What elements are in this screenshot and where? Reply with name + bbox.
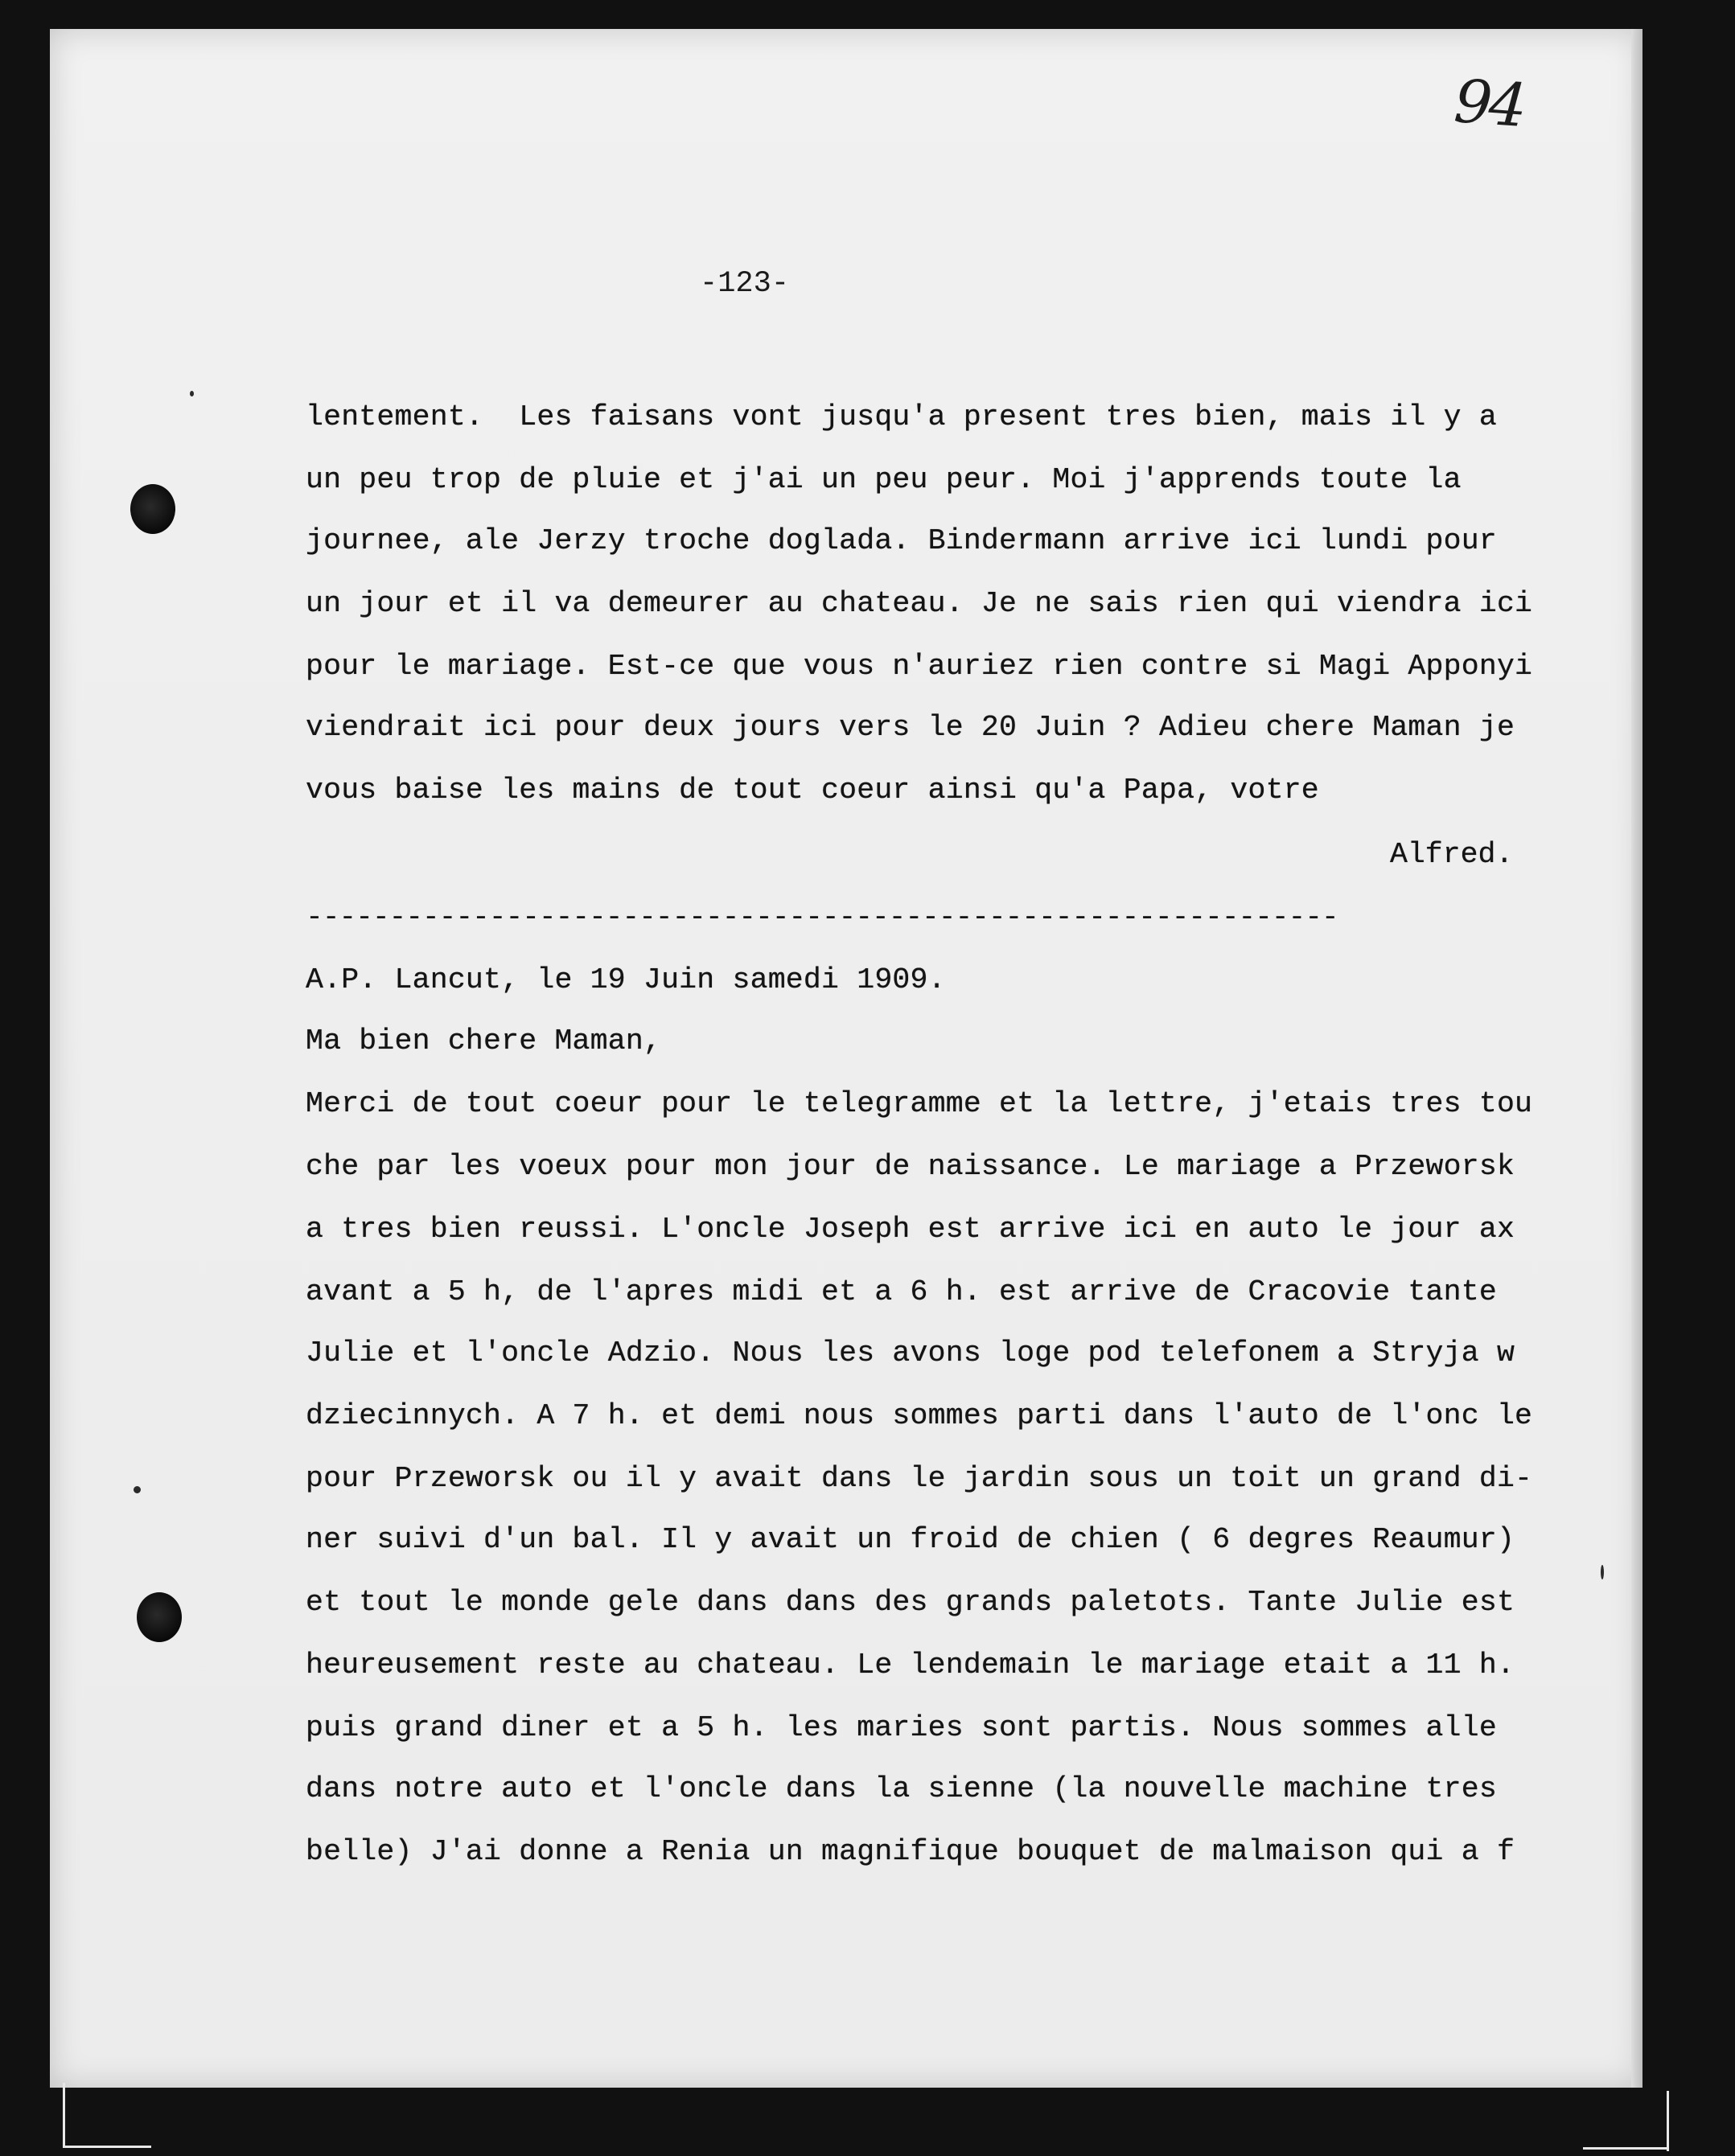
text-line: avant a 5 h, de l'apres midi et a 6 h. est arrive de Cracovie tante — [306, 1275, 1497, 1308]
crop-mark — [1667, 2091, 1669, 2151]
text-line: pour Przeworsk ou il y avait dans le jardin sous un toit un grand di- — [306, 1462, 1533, 1495]
text-line: belle) J'ai donne a Renia un magnifique bouquet de malmaison qui a f — [306, 1835, 1515, 1868]
text-line: journee, ale Jerzy troche doglada. Bindermann arrive ici lundi pour — [306, 524, 1497, 557]
folio-number: 94 — [1452, 67, 1527, 141]
punch-hole-top — [130, 484, 175, 534]
text-line: viendrait ici pour deux jours vers le 20 Juin ? Adieu chere Maman je — [306, 711, 1515, 744]
salutation: Ma bien chere Maman, — [306, 1025, 662, 1057]
speck — [190, 391, 194, 396]
text-line: Merci de tout coeur pour le telegramme et la lettre, j'etais tres tou — [306, 1087, 1533, 1120]
text-line: un peu trop de pluie et j'ai un peu peur. Moi j'apprends toute la — [306, 463, 1462, 496]
speck — [134, 1486, 141, 1493]
text-line: a tres bien reussi. L'oncle Joseph est arrive ici en auto le jour ax — [306, 1213, 1515, 1246]
text-line: Julie et l'oncle Adzio. Nous les avons loge pod telefonem a Stryja w — [306, 1337, 1515, 1370]
letter-heading: A.P. Lancut, le 19 Juin samedi 1909. — [306, 963, 946, 996]
page-number: -123- — [700, 267, 790, 301]
signature: Alfred. — [1390, 838, 1514, 871]
punch-hole-bottom — [137, 1592, 182, 1642]
text-line: dans notre auto et l'oncle dans la sienne (la nouvelle machine tres — [306, 1772, 1497, 1805]
text-line: dziecinnych. A 7 h. et demi nous sommes parti dans l'auto de l'onc le — [306, 1399, 1533, 1432]
text-line: heureusement reste au chateau. Le lendemain le mariage etait a 11 h. — [306, 1649, 1515, 1682]
text-line: puis grand diner et a 5 h. les maries sont partis. Nous sommes alle — [306, 1711, 1497, 1744]
crop-mark — [63, 2146, 151, 2148]
text-line: et tout le monde gele dans dans des grands paletots. Tante Julie est — [306, 1586, 1515, 1619]
text-line: vous baise les mains de tout coeur ainsi qu'a Papa, votre — [306, 774, 1319, 807]
speck — [1601, 1565, 1604, 1579]
text-line: lentement. Les faisans vont jusqu'a present tres bien, mais il y a — [306, 400, 1497, 433]
text-line: che par les voeux pour mon jour de naissance. Le mariage a Przeworsk — [306, 1150, 1515, 1183]
text-line: un jour et il va demeurer au chateau. Je ne sais rien qui viendra ici — [306, 587, 1533, 620]
separator-line: -------------------------------------------------------------- — [306, 901, 1338, 934]
text-line: ner suivi d'un bal. Il y avait un froid de chien ( 6 degres Reaumur) — [306, 1523, 1515, 1556]
crop-mark — [1583, 2147, 1669, 2150]
crop-mark — [63, 2083, 65, 2147]
text-line: pour le mariage. Est-ce que vous n'auriez rien contre si Magi Apponyi — [306, 650, 1533, 683]
